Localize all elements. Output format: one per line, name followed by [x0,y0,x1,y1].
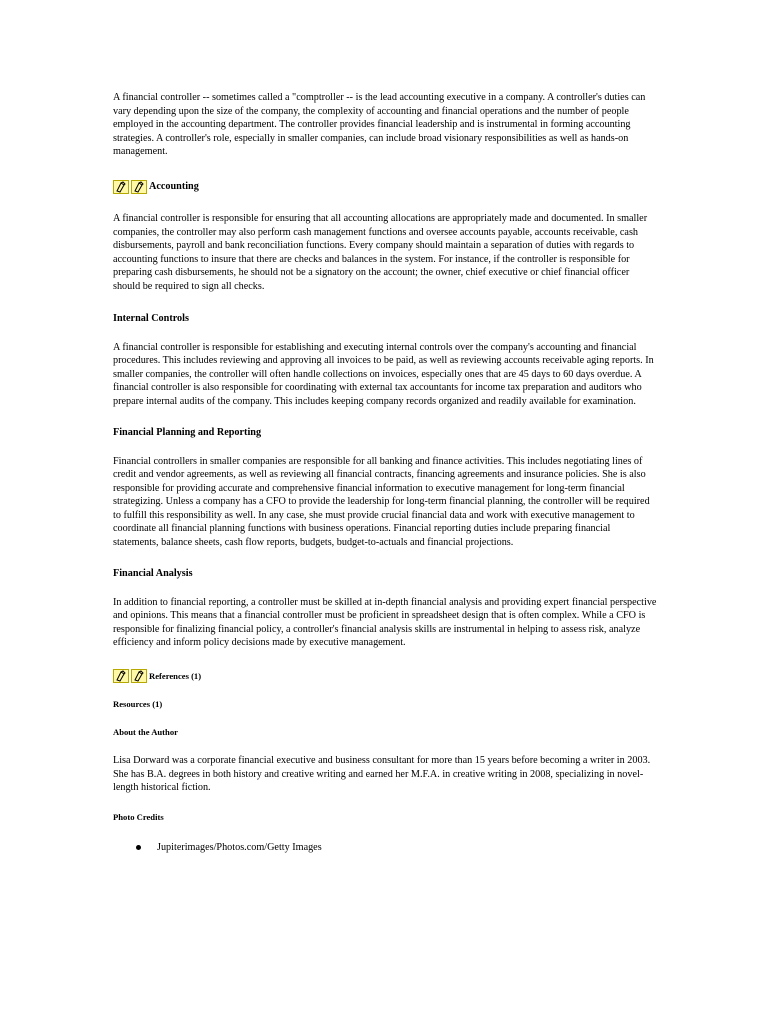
intro-paragraph: A financial controller -- sometimes called a "comptroller -- is the lead accounting executive in a company. A controller's duties can vary depending upon the size of the company, the complexity of accounting and financial operations and the number of people employed in the accounting department. The controller provides financial leadership and is instrumental in forming accounting strategies. A controller's role, especially in smaller companies, can include broad visionary responsibilities as well as hands-on management. [113,92,646,158]
accounting-paragraph: A financial controller is responsible for ensuring that all accounting allocations are appropriately made and documented. In smaller companies, the controller may also perform cash management functions and oversee accounts payable, accounts receivable, cash disbursements, payroll and bank reconciliation functions. Every company should maintain a separation of duties with regards to accounting functions to insure that there are checks and balances in the system. For instance, if the controller is responsible for preparing cash disbursements, he should not be a signatory on the account; the owner, chief executive or chief financial officer should be required to sign all checks. [113,212,648,292]
analysis-paragraph: In addition to financial reporting, a controller must be skilled at in-depth financial analysis and providing expert financial perspective and opinions. This means that a financial controller must be proficient in spreadsheet design that is often complex. While a CFO is responsible for finalizing financial policy, a controller's financial analysis skills are instrumental in helping to assess risk, analyze efficiency and inform policy decisions made by executive management. [113,596,657,649]
references-heading-row[interactable] [113,668,658,684]
pencil-tag-icon[interactable] [113,180,129,194]
photo-credits-list [113,841,658,854]
article [113,91,658,854]
section-heading-resources: Resources (1) [113,699,163,710]
section-heading-analysis: Financial Analysis [113,567,193,579]
section-heading-internal-controls: Internal Controls [113,312,189,324]
accounting-heading-row[interactable] [113,179,658,195]
section-heading-planning: Financial Planning and Reporting [113,426,262,438]
section-heading-photo-credits: Photo Credits [113,811,164,822]
section-heading-accounting: Accounting [149,181,199,193]
section-heading-references: References (1) [149,671,202,682]
planning-paragraph: Financial controllers in smaller companies are responsible for all banking and finance activities. This includes negotiating lines of credit and vendor agreements, as well as reviewing all financial contracts, financing agreements and insurance policies. She is also responsible for providing accurate and comprehensive financial information to executive management for long-term financial strategizing. Unless a company has a CFO to provide the leadership for long-term financial planning, the controller will be required to fulfill this responsibility as well. In any case, she must provide crucial financial data and work with executive management to coordinate all financial planning functions with business operations. Financial reporting duties include preparing financial statements, balance sheets, cash flow reports, budgets, budget-to-actuals and financial projections. [113,455,650,549]
internal-controls-paragraph: A financial controller is responsible for establishing and executing internal controls over the company's accounting and financial procedures. This includes reviewing and approving all invoices to be paid, as well as reviewing accounts receivable aging reports. In smaller companies, the controller will often handle collections on invoices, especially ones that are 45 days to 60 days overdue. A financial controller is also responsible for coordinating with external tax accountants for income tax preparation and auditors who prepare internal audits of the company. This includes keeping company records organized and readily available for examination. [113,341,654,407]
section-heading-about-author: About the Author [113,727,178,738]
pencil-tag-icon[interactable] [113,669,129,683]
pencil-tag-icon[interactable] [131,180,147,194]
about-author-paragraph: Lisa Dorward was a corporate financial executive and business consultant for more than 15 years before becoming a writer in 2003. She has B.A. degrees in both history and creative writing and earned her M.F.A. in creative writing in 2008, specializing in novel-length historical fiction. [113,755,651,794]
pencil-tag-icon[interactable] [131,669,147,683]
list-item: Jupiterimages/Photos.com/Getty Images [113,841,658,854]
